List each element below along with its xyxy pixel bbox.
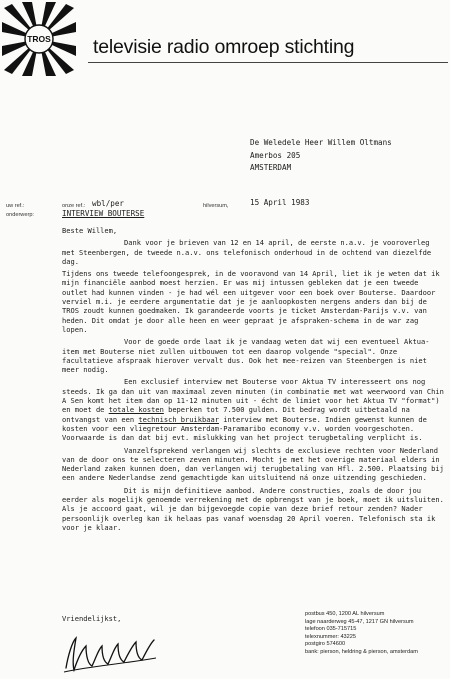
tros-logo	[2, 2, 76, 76]
footer-bank: bank: pierson, heldring & pierson, amsterdam	[305, 648, 418, 655]
addressee-city: AMSTERDAM	[250, 163, 292, 172]
handwritten-signature	[62, 628, 158, 674]
paragraph-2: Tijdens ons tweede telefoongesprek, in de vooravond van 14 April, liet ik je weten dat ik mijn financiële aanbod moest herzien. Er was mij intussen gebleken dat je een tweede outlet had kunnen vinden - je had wél een uitgever voor een boek over Bouterse. Daardoor verviel m.i. je eerdere argumentatie dat je je aanloopkosten nergens anders dan bij de TROS zoudt kunnen goedmaken. Ik garandeerde voorts je ticket Amsterdam-Parijs v.v. van heden. Dit omdat je door alle heen en weer gepraat je afspraken-schema in de war zag lopen.	[62, 269, 440, 334]
onze-ref-value: wbl/per	[92, 199, 125, 208]
paragraph-4	[62, 377, 446, 442]
letterhead-rule	[88, 62, 448, 63]
footer-address	[305, 611, 445, 656]
uw-ref-label: uw ref.:	[6, 203, 25, 209]
footer-telex: telexnummer: 43225	[305, 633, 356, 640]
paragraph-6: Dit is mijn definitieve aanbod. Andere constructies, zoals de door jou eerder als mogelijk genoemde verrekening met de opbrengst van je boek, moet ik uitsluiten. Als je accoord gaat, wil je dan bijgevoegde copie van deze brief retour zenden? Nader persoonlijk overleg kan ik helaas pas vanaf woensdag 20 April voeren. Telefonisch sta ik voor je klaar.	[62, 485, 444, 532]
addressee-name: De Weledele Heer Willem Oltmans	[250, 138, 392, 147]
footer-postbus: postbus 450, 1200 AL hilversum	[305, 611, 385, 617]
organization-name: televisie radio omroep stichting	[93, 36, 355, 58]
paragraph-4-part-a: Een exclusief interview met Bouterse voor Aktua TV interesseert ons nog steeds. Ik ga dan uit van maximaal zeven minuten (in combinatie met wat weerwoord van Chin A Sen komt het item dan op 11-12 minuten uit - écht de limiet voor het Aktua TV "format") en moet de	[62, 377, 444, 415]
tros-logo-text: TROS	[27, 34, 51, 44]
total-costs-emphasis: totale kosten	[108, 405, 164, 415]
subject-line: INTERVIEW BOUTERSE	[62, 209, 145, 218]
paragraph-3: Voor de goede orde laat ik je vandaag weten dat wij een eventueel Aktua-item met Bouterse niet zullen uitbouwen tot een daarop volgende "special". Onze facultatieve afspraak hierover vervalt dus. Ook het mee-reizen van Steenbergen is niet meer nodig.	[62, 337, 430, 375]
paragraph-4-part-b: beperken tot 7.500 gulden. Dit bedrag wordt uitbetaald na ontvangst van een	[62, 405, 410, 424]
letter-body	[62, 226, 446, 532]
footer-giro: postgiro 574600	[305, 641, 346, 647]
onze-ref-label: onze ref.:	[62, 203, 86, 209]
letter-date: 15 April 1983	[250, 198, 310, 207]
onderwerp-label: onderwerp:	[6, 212, 34, 218]
footer-street: lage naarderweg 45-47, 1217 GN hilversum	[305, 618, 414, 625]
paragraph-4-part-c: interview met Bouterse. Indien gewenst kunnen de kosten voor een vliegretour Amsterdam-Paramaribo economy v.v. worden voorgeschoten. Voorwaarde is dan dat bij evt. mislukking van het project terugbetaling verplicht is.	[62, 414, 427, 443]
addressee-block	[250, 137, 392, 175]
technically-usable-emphasis: technisch bruikbaar	[138, 414, 219, 424]
paragraph-1: Dank voor je brieven van 12 en 14 april, de eerste n.a.v. je vooroverleg met Steenbergen, de tweede n.a.v. ons telefonisch onderhoud in de ochtend van diezelfde dag.	[62, 238, 432, 266]
salutation: Beste Willem,	[62, 226, 118, 235]
place-label: hilversum,	[203, 203, 229, 209]
addressee-street: Amerbos 205	[250, 150, 301, 160]
footer-phone: telefoon 035-715715	[305, 626, 357, 632]
paragraph-5: Vanzelfsprekend verlangen wij slechts de exclusieve rechten voor Nederland van de door ons te selecteren zeven minuten. Mocht je met het overige materiaal elders in Nederland zaken kunnen doen, dan verlangen wij terugbetaling van Hfl. 2.500. Plaatsing bij een andere Nederlandse zend gemachtigde kan uitsluitend ná onze uitzending geschieden.	[62, 445, 444, 483]
closing: Vriendelijkst,	[62, 614, 122, 623]
